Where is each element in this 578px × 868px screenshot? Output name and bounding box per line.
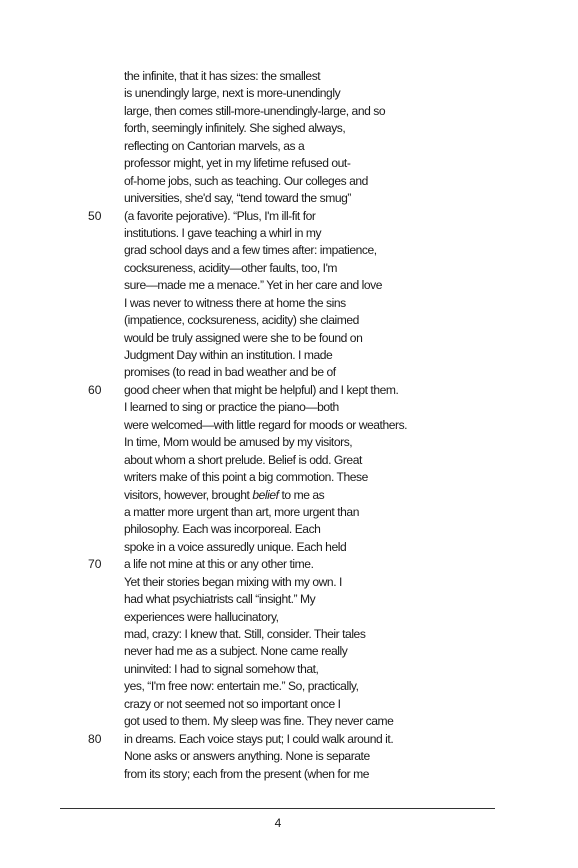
passage-line	[0, 643, 578, 660]
line-text	[124, 609, 279, 626]
text-segment: would be truly assigned were she to be found on	[124, 330, 363, 345]
text-segment: had what psychiatrists call “insight.” My	[124, 592, 316, 607]
passage-line	[0, 138, 578, 155]
line-text	[124, 120, 345, 137]
line-text	[124, 312, 359, 329]
text-segment: a matter more urgent than art, more urgent than	[124, 504, 359, 519]
text-segment: were welcomed—with little regard for moods or weathers.	[124, 417, 408, 432]
line-text	[124, 225, 321, 242]
line-text	[124, 643, 347, 660]
text-segment: grad school days and a few times after: impatience,	[124, 243, 377, 258]
text-segment: yes, “I'm free now: entertain me.” So, practically,	[124, 679, 359, 694]
text-segment: I learned to sing or practice the piano—both	[124, 400, 339, 415]
line-text	[124, 731, 393, 748]
passage-line	[0, 312, 578, 329]
line-text	[124, 173, 368, 190]
passage-line	[0, 103, 578, 120]
passage-line	[0, 330, 578, 347]
line-text	[124, 208, 316, 225]
text-segment: reflecting on Cantorian marvels, as a	[124, 138, 305, 153]
passage-line	[0, 347, 578, 364]
text-segment: experiences were hallucinatory,	[124, 609, 279, 624]
line-text	[124, 696, 341, 713]
text-segment: large, then comes still-more-unendingly-large, and so	[124, 103, 386, 118]
line-number: 70	[88, 557, 102, 572]
text-segment: spoke in a voice assuredly unique. Each held	[124, 539, 347, 554]
line-text	[124, 242, 377, 259]
line-text	[124, 347, 332, 364]
passage-line	[0, 155, 578, 172]
text-segment: of-home jobs, such as teaching. Our colleges and	[124, 173, 368, 188]
text-segment: in dreams. Each voice stays put; I could walk around it.	[124, 731, 394, 746]
line-text	[124, 103, 385, 120]
passage-line	[0, 539, 578, 556]
text-segment: crazy or not seemed not so important once I	[124, 696, 341, 711]
line-text	[124, 434, 352, 451]
line-text	[124, 504, 359, 521]
passage-line	[0, 696, 578, 713]
line-number: 80	[88, 731, 102, 746]
text-segment: mad, crazy: I knew that. Still, consider. Their tales	[124, 627, 366, 641]
passage-line	[0, 487, 578, 504]
line-text	[124, 556, 313, 573]
passage-line	[0, 452, 578, 469]
passage-line	[0, 678, 578, 695]
text-segment: the infinite, that it has sizes: the smallest	[124, 69, 321, 83]
line-text	[124, 591, 315, 608]
line-text	[124, 713, 393, 730]
passage-line	[0, 364, 578, 381]
line-text	[124, 766, 369, 783]
line-text	[124, 382, 398, 399]
line-text	[124, 661, 318, 678]
passage-line	[0, 417, 578, 434]
line-text	[124, 574, 342, 591]
line-text	[124, 417, 407, 434]
passage-line	[0, 120, 578, 137]
line-text	[124, 487, 324, 504]
line-text	[124, 452, 362, 469]
passage-line	[0, 399, 578, 416]
passage-line	[0, 225, 578, 242]
text-segment: Yet their stories began mixing with my own. I	[124, 574, 342, 589]
line-text	[124, 469, 368, 486]
passage-line	[0, 190, 578, 207]
line-text	[124, 85, 340, 102]
line-text	[124, 295, 346, 312]
text-segment: uninvited: I had to signal somehow that,	[124, 661, 319, 676]
text-segment: philosophy. Each was incorporeal. Each	[124, 522, 321, 537]
line-text	[124, 138, 304, 155]
text-segment: is unendingly large, next is more-unendingly	[124, 86, 341, 101]
text-segment: promises (to read in bad weather and be of	[124, 365, 336, 380]
text-segment: visitors, however, brought	[124, 487, 253, 502]
line-text	[124, 748, 370, 765]
text-segment: good cheer when that might be helpful) and I kept them.	[124, 382, 399, 397]
text-segment: forth, seemingly infinitely. She sighed always,	[124, 121, 346, 136]
passage-line	[0, 173, 578, 190]
line-text	[124, 539, 346, 556]
passage-line	[0, 469, 578, 486]
text-segment: professor might, yet in my lifetime refused out-	[124, 156, 351, 171]
italic-emphasis: belief	[252, 487, 279, 502]
text-segment: got used to them. My sleep was fine. They never came	[124, 714, 394, 729]
passage-line	[0, 277, 578, 294]
text-segment: from its story; each from the present (when for me	[124, 766, 370, 781]
passage-line	[0, 713, 578, 730]
passage-line	[0, 382, 578, 399]
passage-line	[0, 731, 578, 748]
passage-line	[0, 591, 578, 608]
passage-line	[0, 609, 578, 626]
passage-line	[0, 748, 578, 765]
text-segment: to me as	[278, 487, 325, 502]
text-segment: None asks or answers anything. None is separate	[124, 749, 370, 764]
text-segment: (a favorite pejorative). “Plus, I'm ill-fit for	[124, 208, 316, 223]
passage-line	[0, 85, 578, 102]
line-text	[124, 330, 362, 347]
text-segment: a life not mine at this or any other time.	[124, 557, 314, 572]
line-text	[124, 190, 351, 207]
line-text	[124, 521, 320, 538]
line-text	[124, 678, 359, 695]
text-segment: institutions. I gave teaching a whirl in my	[124, 225, 322, 240]
text-segment: about whom a short prelude. Belief is odd. Great	[124, 452, 362, 467]
text-segment: sure—made me a menace.” Yet in her care and love	[124, 278, 383, 293]
passage-line	[0, 556, 578, 573]
text-segment: Judgment Day within an institution. I made	[124, 348, 333, 362]
line-text	[124, 260, 337, 277]
text-segment: universities, she'd say, “tend toward the smug”	[124, 191, 351, 206]
passage-line	[0, 766, 578, 783]
passage-line	[0, 574, 578, 591]
passage-line	[0, 242, 578, 259]
passage-line	[0, 260, 578, 277]
text-segment: cocksureness, acidity—other faults, too, I'm	[124, 260, 338, 275]
line-text	[124, 68, 320, 85]
passage-line	[0, 521, 578, 538]
page-number: 4	[274, 816, 282, 830]
text-segment: never had me as a subject. None came really	[124, 644, 348, 659]
line-number: 50	[88, 208, 102, 223]
passage-line	[0, 434, 578, 451]
line-text	[124, 399, 339, 416]
passage-line	[0, 295, 578, 312]
line-text	[124, 626, 365, 643]
line-text	[124, 364, 336, 381]
passage-line	[0, 208, 578, 225]
passage-line	[0, 626, 578, 643]
text-segment: writers make of this point a big commotion. These	[124, 470, 368, 485]
line-number: 60	[88, 382, 102, 397]
passage-text	[0, 68, 578, 783]
footer-divider	[60, 808, 495, 809]
passage-line	[0, 661, 578, 678]
passage-line	[0, 68, 578, 85]
line-text	[124, 155, 350, 172]
line-text	[124, 277, 382, 294]
text-segment: In time, Mom would be amused by my visitors,	[124, 435, 353, 450]
text-segment: I was never to witness there at home the sins	[124, 295, 346, 310]
text-segment: (impatience, cocksureness, acidity) she claimed	[124, 313, 359, 328]
passage-line	[0, 504, 578, 521]
